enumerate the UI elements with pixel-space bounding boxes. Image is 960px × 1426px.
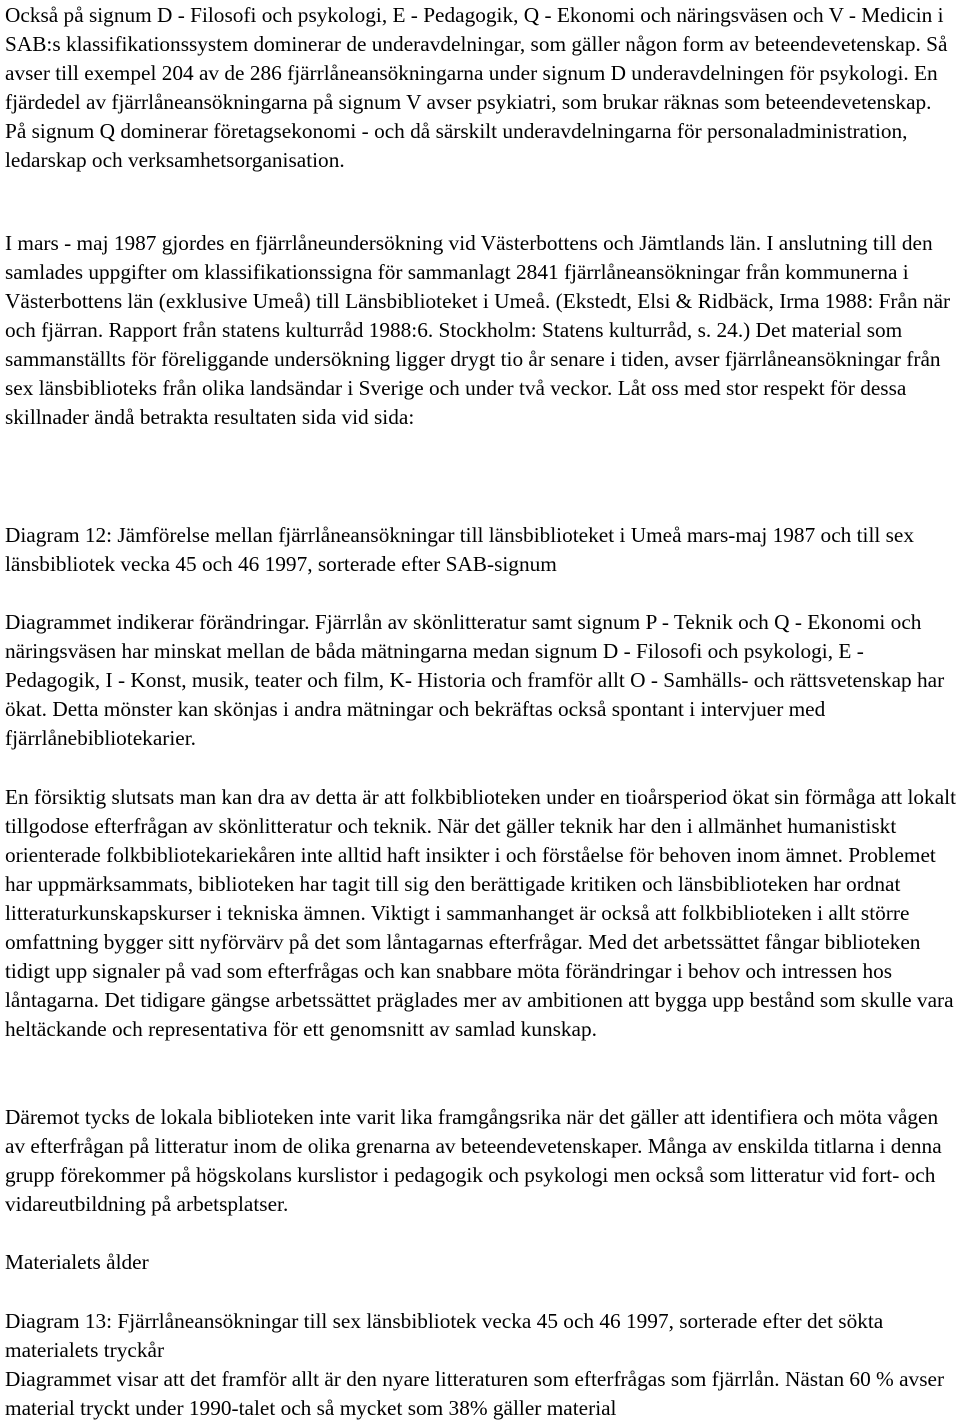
paragraph-survey-1987: I mars - maj 1987 gjordes en fjärrlåneundersökning vid Västerbottens och Jämtlands län. I anslutning till den samlades uppgifter om klassifikationssigna för sammanlagt 2841 fjärrlåneansökningar från kommunerna i Västerbottens län (exklusive Umeå) till Länsbiblioteket i Umeå. (Ekstedt, Elsi & Ridbäck, Irma 1988: Från när och fjärran. Rapport från statens kulturråd 1988:6. Stockholm: Statens kulturråd, s. 24.) Det material som sammanställts för föreliggande undersökning ligger drygt tio år senare i tiden, avser fjärrlåneansökningar från sex länsbiblioteks från olika landsändar i Sverige och under två veckor. Låt oss med stor respekt för dessa skillnader ändå betrakta resultaten sida vid sida: bbox=[5, 231, 951, 429]
paragraph-behavioural-science: Däremot tycks de lokala biblioteken inte varit lika framgångsrika när det gäller att identifiera och möta vågen av efterfrågan på litteratur inom de olika grenarna av beteendevetenskaper. Många av enskilda titlarna i denna grupp förekommer på högskolans kurslistor i pedagogik och psykologi men också som litteratur vid fort- och vidareutbildning på arbetsplatser. bbox=[5, 1105, 942, 1216]
diagram-12-caption: Diagram 12: Jämförelse mellan fjärrlåneansökningar till länsbiblioteket i Umeå mars-maj 1987 och till sex länsbibliotek vecka 45 och 46 1997, sorterade efter SAB-signum bbox=[5, 523, 914, 576]
diagram-13-block bbox=[5, 1307, 957, 1423]
paragraph-signum-overview: Också på signum D - Filosofi och psykologi, E - Pedagogik, Q - Ekonomi och näringsväsen och V - Medicin i SAB:s klassifikationssystem dominerar de underavdelningar, som gäller någon form av beteendevetenskap. Så avser till exempel 204 av de 286 fjärrlåneansökningarna under signum D underavdelningen för psykologi. En fjärdedel av fjärrlåneansökningarna på signum V avser psykiatri, som brukar räknas som beteendevetenskap. På signum Q dominerar företagsekonomi - och då särskilt underavdelningarna för personaladministration, ledarskap och verksamhetsorganisation. bbox=[5, 3, 948, 172]
diagram-13-description: Diagrammet visar att det framför allt är den nyare litteraturen som efterfrågas som fjärrlån. Nästan 60 % avser material tryckt under 1990-talet och så mycket som 38% gäller material bbox=[5, 1367, 945, 1420]
section-heading-material-age: Materialets ålder bbox=[5, 1250, 149, 1274]
paragraph-diagram-changes: Diagrammet indikerar förändringar. Fjärrlån av skönlitteratur samt signum P - Teknik och Q - Ekonomi och näringsväsen har minskat mellan de båda mätningarna medan signum D - Filosofi och psykologi, E - Pedagogik, I - Konst, musik, teater och film, K- Historia och framför allt O - Samhälls- och rättsvetenskap har ökat. Detta mönster kan skönjas i andra mätningar och bekräftas också spontant i intervjuer med fjärrlånebibliotekarier. bbox=[5, 610, 945, 750]
paragraph-conclusion: En försiktig slutsats man kan dra av detta är att folkbiblioteken under en tioårsperiod ökat sin förmåga att lokalt tillgodose efterfrågan av skönlitteratur och teknik. När det gäller teknik har den i allmänhet humanistiskt orienterade folkbibliotekariekåren inte alltid haft insikter i och förståelse för behoven inom ämnet. Problemet har uppmärksammats, biblioteken har tagit till sig den berättigade kritiken och länsbiblioteken har ordnat litteraturkunskapskurser i tekniska ämnen. Viktigt i sammanhanget är också att folkbiblioteken i allt större omfattning bygger sitt nyförvärv på det som låntagarnas efterfrågar. Med det arbetssättet fångar biblioteken tidigt upp signaler på vad som efterfrågas och kan snabbare möta förändringar i behov och intressen hos låntagarna. Det tidigare gängse arbetssättet präglades mer av ambitionen att bygga upp bestånd som skulle vara heltäckande och representativa för ett genomsnitt av samlad kunskap. bbox=[5, 785, 956, 1041]
diagram-13-caption: Diagram 13: Fjärrlåneansökningar till sex länsbibliotek vecka 45 och 46 1997, sorterade efter det sökta materialets tryckår bbox=[5, 1309, 884, 1362]
